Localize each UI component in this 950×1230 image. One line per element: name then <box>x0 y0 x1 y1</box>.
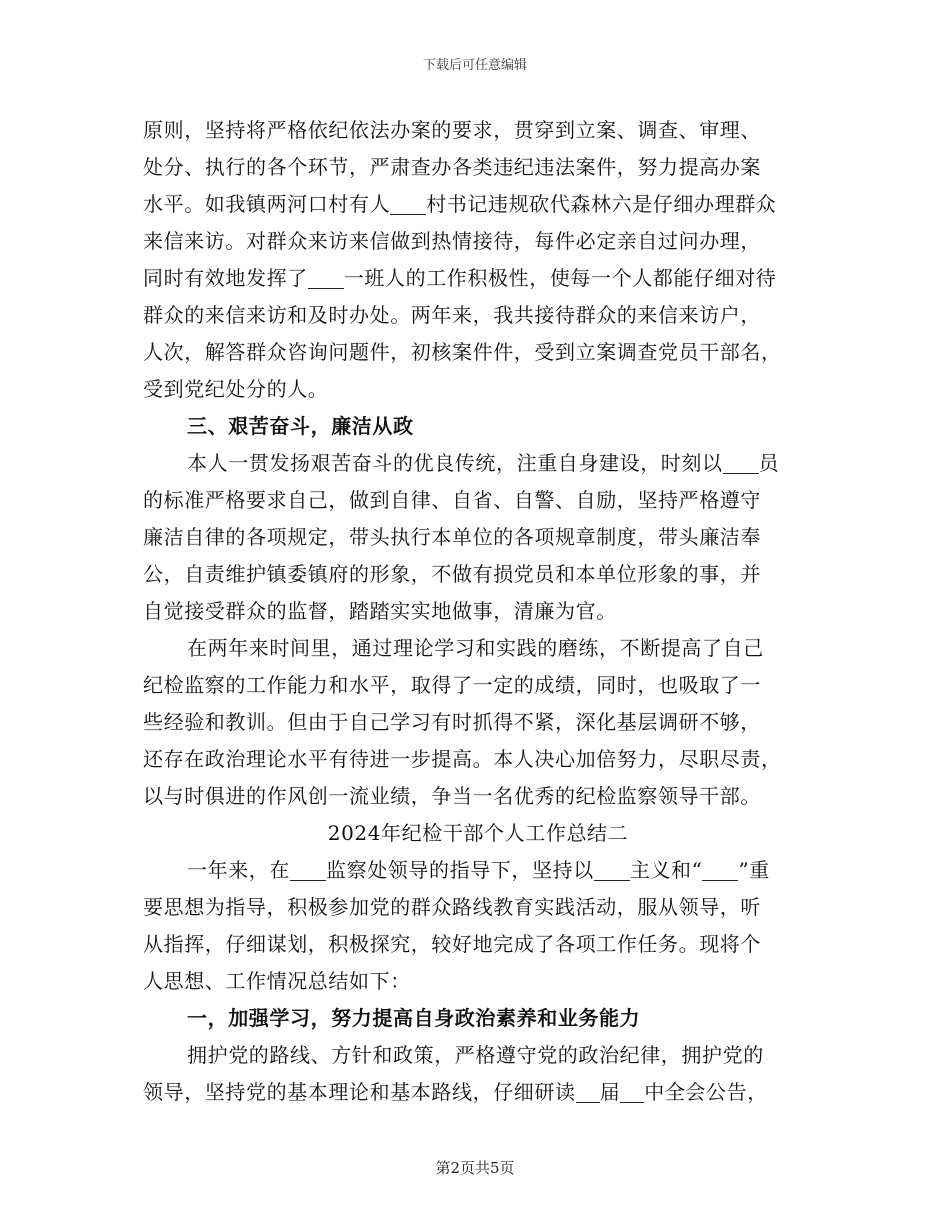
section-heading: 三、艰苦奋斗，廉洁从政 <box>187 414 414 438</box>
fill-in-blank <box>594 860 630 881</box>
document-subtitle: 2024年纪检干部个人工作总结二 <box>327 821 629 845</box>
fill-in-blank <box>290 860 326 881</box>
body-line: 公，自责维护镇委镇府的形象，不做有损党员和本单位形象的事，并 <box>143 562 761 586</box>
fill-in-blank <box>390 194 426 215</box>
fill-in-blank <box>576 1082 600 1103</box>
body-line: 来信来访。对群众来访来信做到热情接待，每件必定亲自过问办理， <box>143 229 761 253</box>
body-line: 领导，坚持党的基本理论和基本路线，仔细研读 届 中全会公告， <box>143 1080 768 1104</box>
body-line: 从指挥，仔细谋划，积极探究，较好地完成了各项工作任务。现将个 <box>143 932 761 956</box>
section-heading: 一，加强学习，努力提高自身政治素养和业务能力 <box>187 1006 641 1030</box>
body-line: 些经验和教训。但由于自己学习有时抓得不紧，深化基层调研不够， <box>143 710 761 734</box>
fill-in-blank <box>308 268 344 289</box>
body-line: 水平。如我镇两河口村有人 村书记违规砍代森林六是仔细办理群众 <box>143 192 777 216</box>
body-line: 自觉接受群众的监督，踏踏实实地做事，清廉为官。 <box>143 599 617 623</box>
page-header: 下载后可任意编辑 <box>422 58 527 73</box>
body-line: 受到党纪处分的人。 <box>143 377 329 401</box>
body-line: 人思想、工作情况总结如下： <box>143 969 411 993</box>
body-line: 本人一贯发扬艰苦奋斗的优良传统，注重自身建设，时刻以 员 <box>187 451 780 475</box>
body-line: 在两年来时间里，通过理论学习和实践的磨练，不断提高了自己 <box>187 636 764 660</box>
body-line: 一年来，在 监察处领导的指导下，坚持以 主义和“ ”重 <box>187 858 770 882</box>
body-line: 群众的来信来访和及时办处。两年来，我共接待群众的来信来访户， <box>143 303 761 327</box>
body-line: 处分、执行的各个环节，严肃查办各类违纪违法案件，努力提高办案 <box>143 155 761 179</box>
page-footer: 第2页共5页 <box>435 1159 515 1177</box>
body-line: 人次，解答群众咨询问题件，初核案件件，受到立案调查党员干部名， <box>143 340 782 364</box>
body-line: 还存在政治理论水平有待进一步提高。本人决心加倍努力，尽职尽责， <box>143 747 782 771</box>
body-line: 拥护党的路线、方针和政策，严格遵守党的政治纪律，拥护党的 <box>187 1043 764 1067</box>
body-line: 的标准严格要求自己，做到自律、自省、自警、自励，坚持严格遵守 <box>143 488 761 512</box>
body-line: 要思想为指导，积极参加党的群众路线教育实践活动，服从领导，听 <box>143 895 761 919</box>
body-line: 以与时俱进的作风创一流业绩，争当一名优秀的纪检监察领导干部。 <box>143 784 761 808</box>
body-line: 纪检监察的工作能力和水平，取得了一定的成绩，同时，也吸取了一 <box>143 673 761 697</box>
body-line: 原则，坚持将严格依纪依法办案的要求，贯穿到立案、调查、审理、 <box>143 118 761 142</box>
fill-in-blank <box>620 1082 644 1103</box>
fill-in-blank <box>702 860 738 881</box>
fill-in-blank <box>723 453 759 474</box>
body-line: 廉洁自律的各项规定，带头执行本单位的各项规章制度，带头廉洁奉 <box>143 525 761 549</box>
document-body <box>143 112 813 1111</box>
body-line: 同时有效地发挥了 一班人的工作积极性，使每一个人都能仔细对待 <box>143 266 777 290</box>
